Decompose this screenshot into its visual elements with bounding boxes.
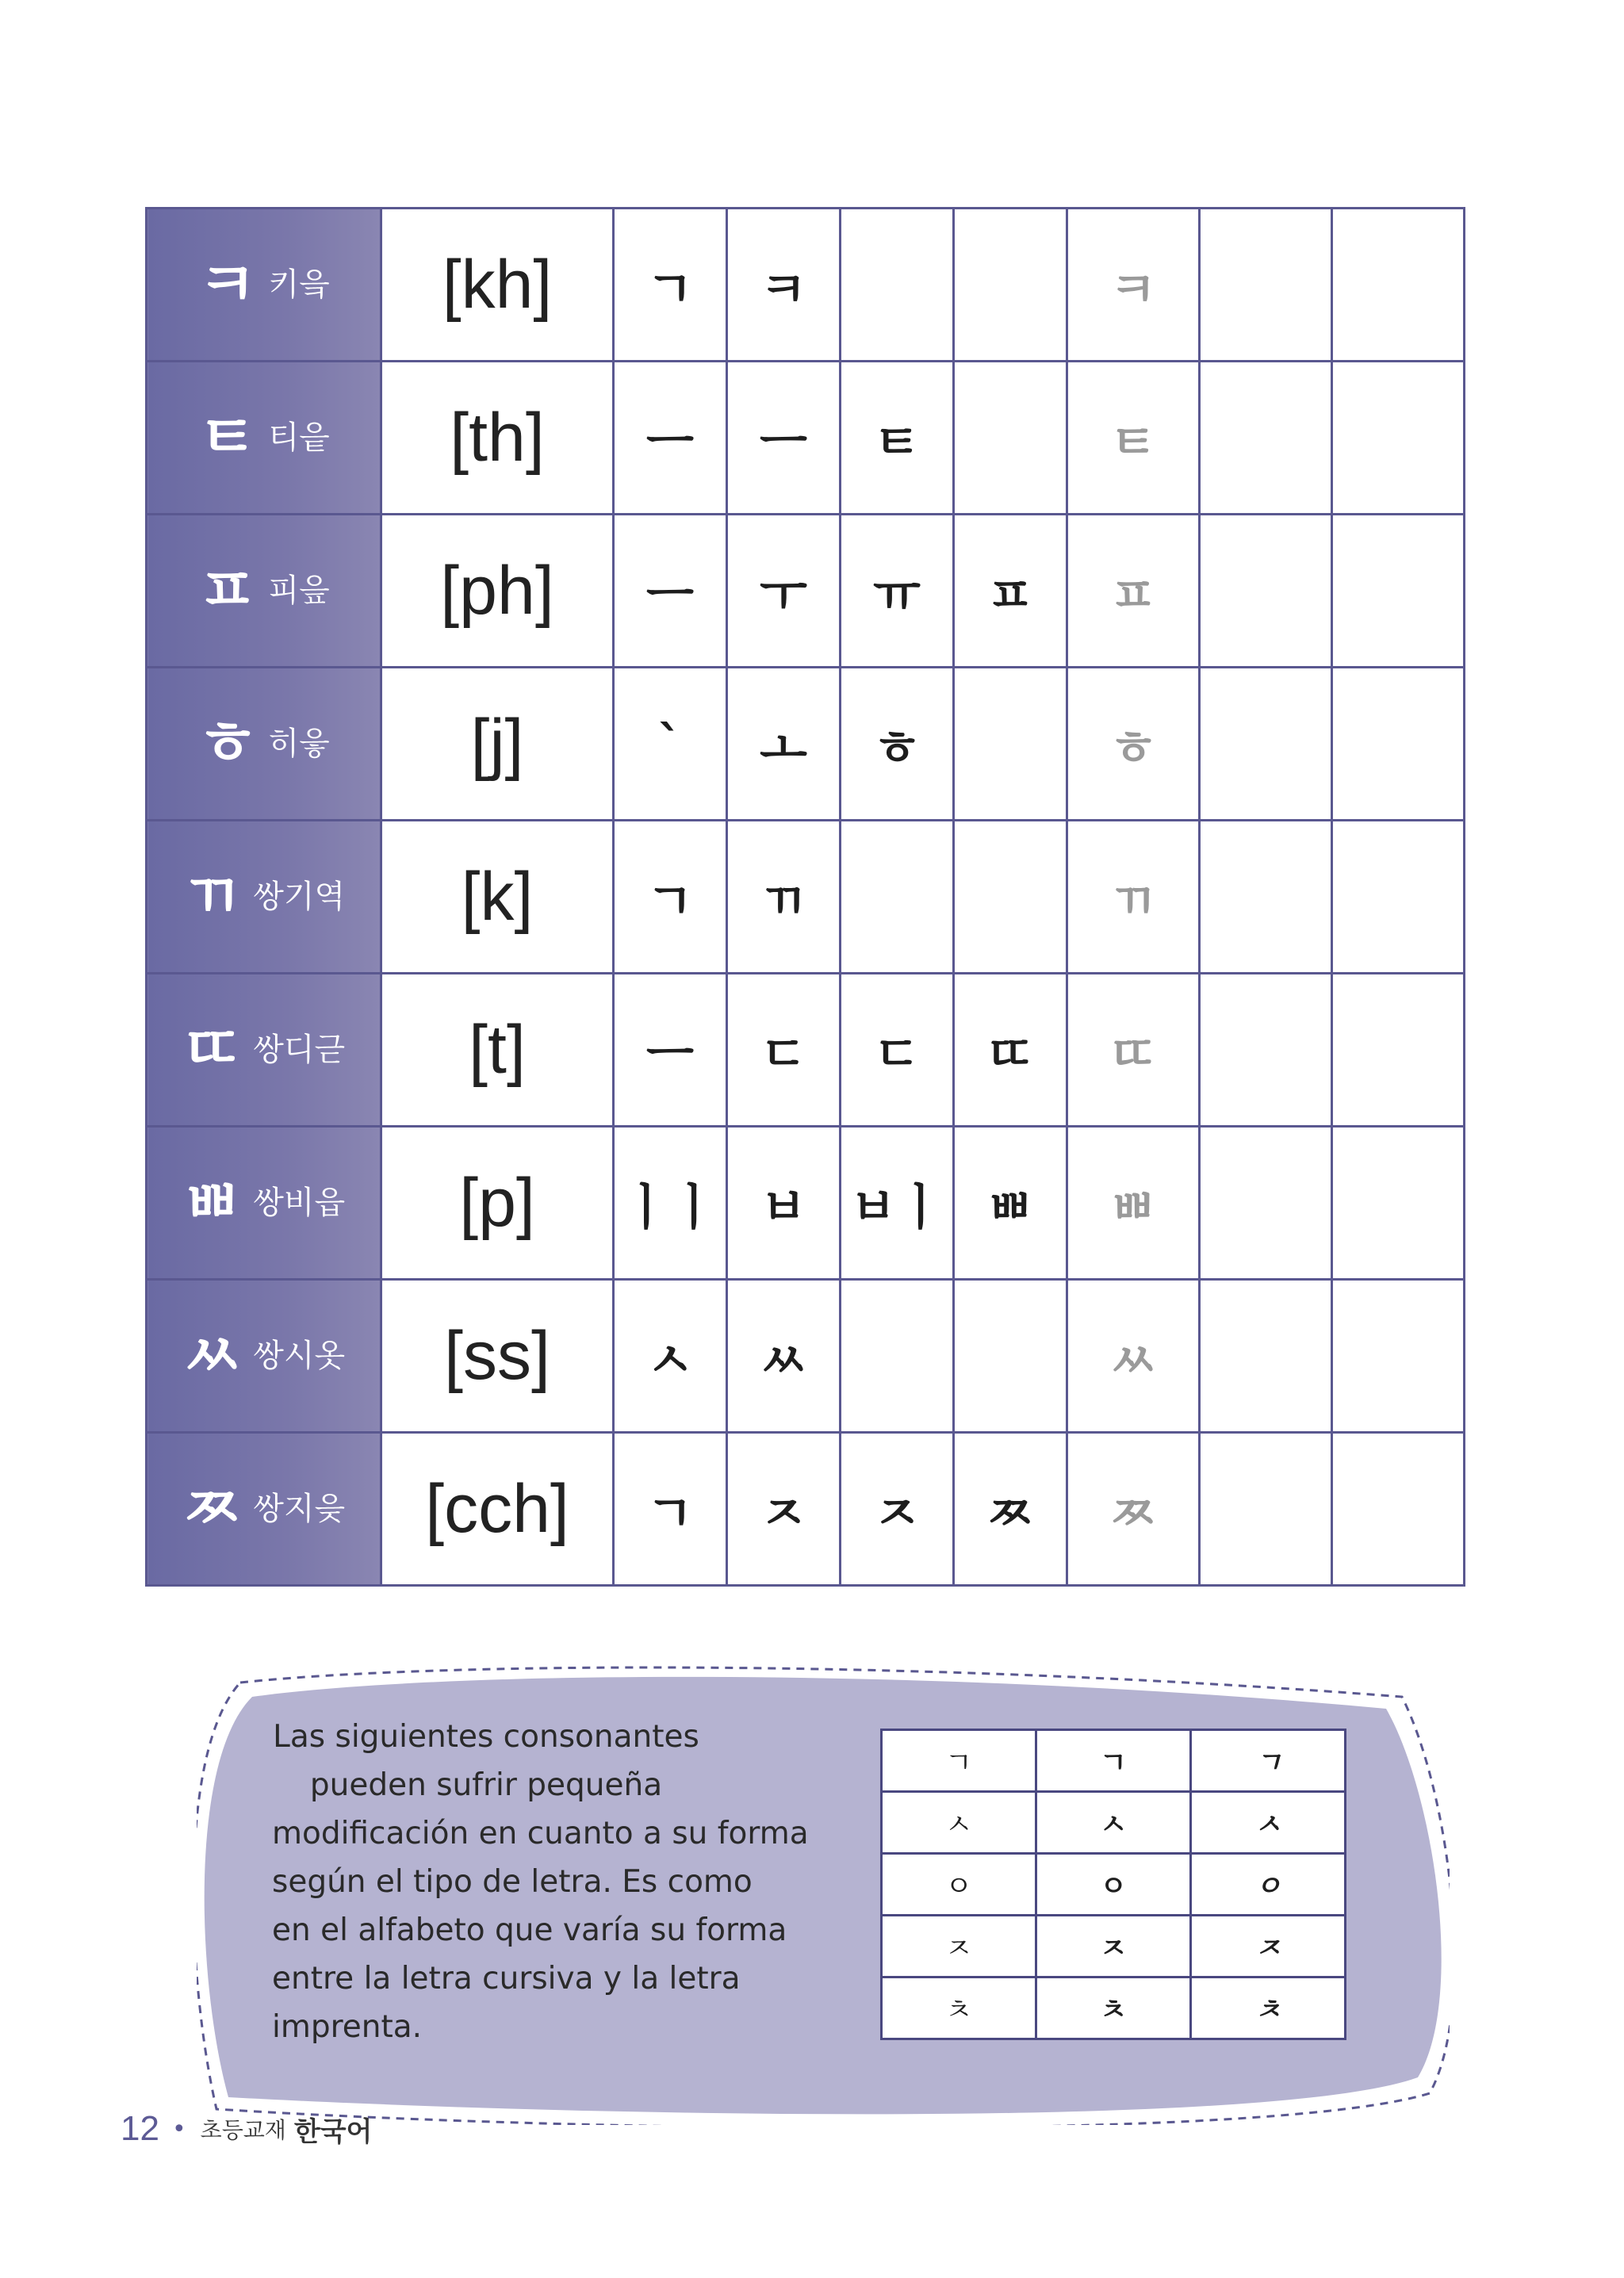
font-sample-cell: ㅅ — [1036, 1792, 1191, 1854]
consonant-name-cell — [147, 821, 381, 974]
stroke-step-cell — [954, 362, 1067, 515]
stroke-step-cell: ㅃ — [954, 1127, 1067, 1280]
stroke-step-cell: ㅣㅣ — [614, 1127, 727, 1280]
consonant-row — [147, 668, 1465, 821]
stroke-step-cell: ㄷ — [841, 974, 954, 1127]
font-sample-cell: ㄱ — [882, 1730, 1036, 1792]
note-line: pueden sufrir pequeña — [309, 1767, 663, 1803]
stroke-step-cell: ㅂ — [727, 1127, 841, 1280]
practice-cell[interactable] — [1200, 1127, 1332, 1280]
stroke-step-cell — [954, 209, 1067, 362]
pronunciation-cell: [ss] — [381, 1280, 614, 1433]
consonant-korean-name: 쌍기역 — [253, 879, 346, 915]
note-paragraph — [272, 1713, 809, 2051]
page-footer — [121, 2109, 372, 2149]
trace-glyph-cell: ㄲ — [1067, 821, 1200, 974]
stroke-step-cell: ㄲ — [727, 821, 841, 974]
pronunciation-cell: [ph] — [381, 515, 614, 668]
consonant-korean-name: 티읕 — [268, 419, 330, 456]
font-sample-cell: ㅊ — [882, 1977, 1036, 2039]
stroke-step-cell: ㅆ — [727, 1280, 841, 1433]
practice-cell[interactable] — [1200, 209, 1332, 362]
trace-glyph-cell: ㅃ — [1067, 1127, 1200, 1280]
trace-glyph-cell: ㅋ — [1067, 209, 1200, 362]
practice-cell[interactable] — [1200, 362, 1332, 515]
practice-cell[interactable] — [1332, 974, 1465, 1127]
stroke-step-cell: ㅋ — [727, 209, 841, 362]
consonant-korean-name: 키읔 — [268, 266, 330, 303]
consonant-korean-name: 쌍시옷 — [253, 1338, 346, 1374]
consonant-name-cell — [147, 668, 381, 821]
consonant-korean-name: 쌍지읒 — [253, 1491, 346, 1527]
trace-glyph-cell: ㅉ — [1067, 1433, 1200, 1586]
stroke-step-cell — [954, 821, 1067, 974]
consonant-letter: ㅍ — [197, 555, 258, 626]
consonant-letter: ㅎ — [197, 708, 258, 779]
practice-cell[interactable] — [1200, 974, 1332, 1127]
consonant-row — [147, 1433, 1465, 1586]
font-sample-cell: ㅇ — [1036, 1854, 1191, 1916]
font-sample-cell: ㅊ — [1036, 1977, 1191, 2039]
consonant-row — [147, 1280, 1465, 1433]
stroke-step-cell: ㅜ — [727, 515, 841, 668]
stroke-step-cell: ㅡ — [614, 362, 727, 515]
consonant-letter: ㅉ — [182, 1473, 243, 1545]
practice-cell[interactable] — [1332, 515, 1465, 668]
stroke-step-cell: ㄱ — [614, 209, 727, 362]
stroke-step-cell: ㅠ — [841, 515, 954, 668]
consonant-row — [147, 821, 1465, 974]
consonant-name-cell — [147, 1433, 381, 1586]
page-number: 12 — [121, 2109, 159, 2148]
consonant-letter: ㅌ — [197, 402, 258, 473]
practice-cell[interactable] — [1200, 668, 1332, 821]
font-sample-cell: ㅈ — [1036, 1916, 1191, 1977]
consonant-korean-name: 피읖 — [268, 572, 330, 609]
note-line: Las siguientes consonantes — [273, 1719, 699, 1755]
note-line: entre la letra cursiva y la letra — [272, 1961, 741, 1997]
stroke-order-table — [145, 207, 1465, 1587]
font-comparison-table — [880, 1729, 1346, 2040]
practice-cell[interactable] — [1332, 1433, 1465, 1586]
pronunciation-cell: [j] — [381, 668, 614, 821]
consonant-row — [147, 362, 1465, 515]
trace-glyph-cell: ㅎ — [1067, 668, 1200, 821]
practice-cell[interactable] — [1200, 515, 1332, 668]
stroke-step-cell: ㄷ — [727, 974, 841, 1127]
note-line: modificación en cuanto a su forma — [272, 1816, 809, 1851]
note-line: imprenta. — [272, 2009, 423, 2045]
trace-glyph-cell: ㄸ — [1067, 974, 1200, 1127]
stroke-step-cell — [841, 821, 954, 974]
note-line: en el alfabeto que varía su forma — [272, 1912, 787, 1948]
consonant-name-cell — [147, 362, 381, 515]
practice-cell[interactable] — [1200, 1433, 1332, 1586]
consonant-name-cell — [147, 515, 381, 668]
stroke-step-cell: ㅎ — [841, 668, 954, 821]
consonant-name-cell — [147, 974, 381, 1127]
practice-cell[interactable] — [1200, 1280, 1332, 1433]
consonant-name-cell — [147, 1127, 381, 1280]
practice-cell[interactable] — [1332, 209, 1465, 362]
note-line: según el tipo de letra. Es como — [272, 1864, 753, 1900]
practice-cell[interactable] — [1332, 821, 1465, 974]
pronunciation-cell: [cch] — [381, 1433, 614, 1586]
book-title: 한국어 — [293, 2115, 373, 2148]
practice-cell[interactable] — [1332, 1127, 1465, 1280]
consonant-letter: ㅆ — [182, 1320, 243, 1392]
pronunciation-cell: [t] — [381, 974, 614, 1127]
consonant-letter: ㄸ — [182, 1014, 243, 1085]
consonant-korean-name: 쌍비읍 — [253, 1185, 346, 1221]
font-sample-cell: ㅈ — [882, 1916, 1036, 1977]
trace-glyph-cell: ㅌ — [1067, 362, 1200, 515]
pronunciation-cell: [k] — [381, 821, 614, 974]
stroke-step-cell: ㅍ — [954, 515, 1067, 668]
stroke-step-cell — [841, 1280, 954, 1433]
consonant-name-cell — [147, 1280, 381, 1433]
stroke-step-cell — [841, 209, 954, 362]
font-variation-note — [197, 1665, 1450, 2125]
practice-cell[interactable] — [1332, 362, 1465, 515]
font-row — [882, 1730, 1346, 1792]
stroke-step-cell: ㄱ — [614, 821, 727, 974]
practice-cell[interactable] — [1200, 821, 1332, 974]
consonant-row — [147, 515, 1465, 668]
stroke-step-cell: ㅂㅣ — [841, 1127, 954, 1280]
consonant-row — [147, 1127, 1465, 1280]
pronunciation-cell: [p] — [381, 1127, 614, 1280]
font-sample-cell: ㄱ — [1191, 1730, 1346, 1792]
stroke-step-cell: ㅈ — [841, 1433, 954, 1586]
font-sample-cell: ㅊ — [1191, 1977, 1346, 2039]
consonant-letter: ㅋ — [197, 249, 258, 320]
stroke-step-cell: ㅅ — [614, 1280, 727, 1433]
pronunciation-cell: [kh] — [381, 209, 614, 362]
stroke-step-cell: ㅉ — [954, 1433, 1067, 1586]
font-sample-cell: ㅇ — [1191, 1854, 1346, 1916]
trace-glyph-cell: ㅆ — [1067, 1280, 1200, 1433]
font-sample-cell: ㄱ — [1036, 1730, 1191, 1792]
font-sample-cell: ㅅ — [882, 1792, 1036, 1854]
consonant-name-cell — [147, 209, 381, 362]
stroke-step-cell — [954, 1280, 1067, 1433]
consonant-korean-name: 히읗 — [268, 726, 330, 762]
stroke-step-cell: ㄸ — [954, 974, 1067, 1127]
practice-cell[interactable] — [1332, 668, 1465, 821]
font-row — [882, 1792, 1346, 1854]
stroke-step-cell: ㅈ — [727, 1433, 841, 1586]
stroke-step-cell: ㅗ — [727, 668, 841, 821]
font-sample-cell: ㅈ — [1191, 1916, 1346, 1977]
stroke-step-cell — [954, 668, 1067, 821]
stroke-step-cell: ㅡ — [614, 974, 727, 1127]
stroke-step-cell: ㅡ — [614, 515, 727, 668]
consonant-letter: ㄲ — [182, 861, 243, 932]
font-row — [882, 1854, 1346, 1916]
practice-cell[interactable] — [1332, 1280, 1465, 1433]
font-row — [882, 1916, 1346, 1977]
consonant-korean-name: 쌍디귿 — [253, 1032, 346, 1068]
font-row — [882, 1977, 1346, 2039]
book-title-small: 초등교재 — [200, 2117, 286, 2143]
stroke-step-cell: ㄱ — [614, 1433, 727, 1586]
trace-glyph-cell: ㅍ — [1067, 515, 1200, 668]
stroke-step-cell: ˋ — [614, 668, 727, 821]
consonant-row — [147, 209, 1465, 362]
font-sample-cell: ㅅ — [1191, 1792, 1346, 1854]
footer-separator: • — [171, 2115, 186, 2143]
pronunciation-cell: [th] — [381, 362, 614, 515]
stroke-step-cell: ㅌ — [841, 362, 954, 515]
stroke-step-cell: ㅡ — [727, 362, 841, 515]
consonant-letter: ㅃ — [182, 1167, 243, 1239]
consonant-row — [147, 974, 1465, 1127]
font-sample-cell: ㅇ — [882, 1854, 1036, 1916]
